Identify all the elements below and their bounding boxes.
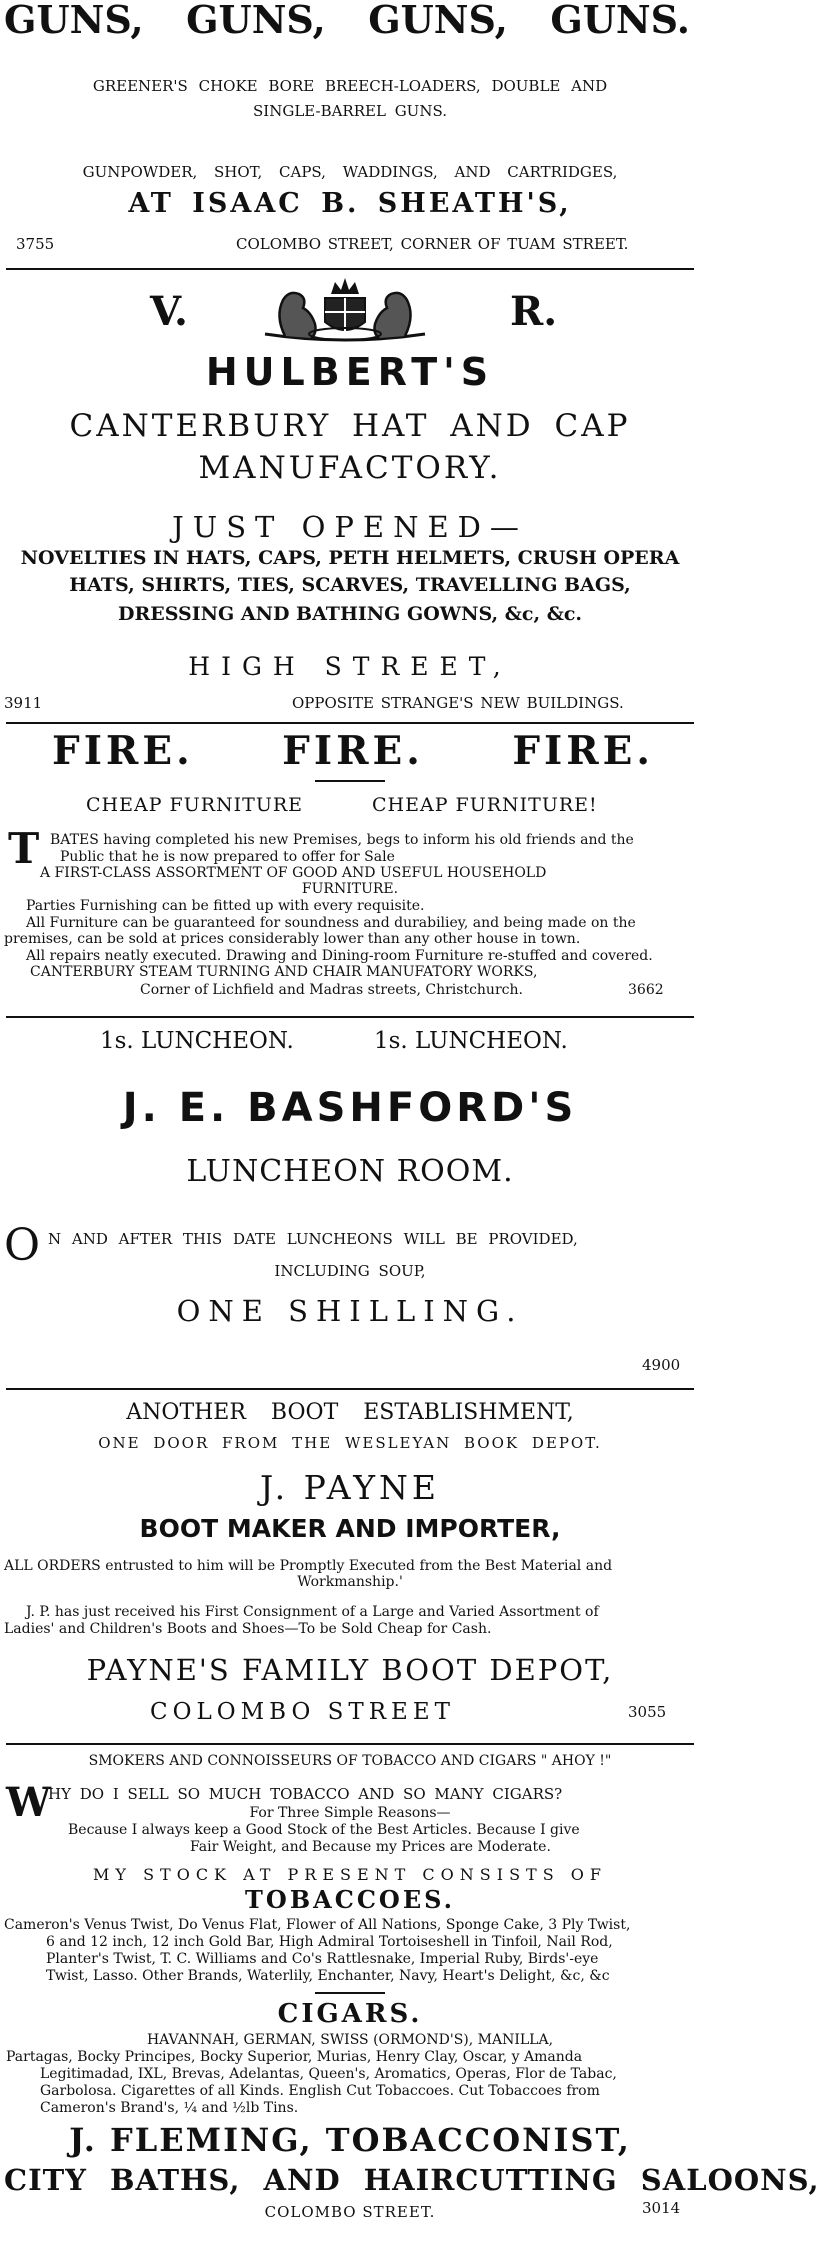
fire-word: FIRE. — [282, 728, 424, 774]
hat-items-3: DRESSING AND BATHING GOWNS, &c, &c. — [117, 603, 583, 625]
luncheon-price-2: 1s. LUNCHEON. — [374, 1028, 568, 1054]
cigar-list: Legitimadad, IXL, Brevas, Adelantas, Queen's, Aromatics, Operas, Flor de Tabac, — [40, 2066, 617, 2082]
hulbert-name: HULBERT'S — [205, 350, 495, 394]
stock-heading: MY STOCK AT PRESENT CONSISTS OF — [93, 1865, 607, 1884]
boot-street: COLOMBO STREET — [150, 1699, 455, 1725]
fleming-baths: CITY BATHS, AND HAIRCUTTING SALOONS, — [4, 2163, 820, 2197]
ad-number: 3662 — [628, 982, 664, 998]
ad-number: 3911 — [4, 694, 43, 712]
boot-body: J. P. has just received his First Consignment of a Large and Varied Assortment of — [26, 1604, 599, 1620]
high-street: HIGH STREET, — [188, 652, 512, 681]
sheath-name: AT ISAAC B. SHEATH'S, — [128, 188, 572, 219]
boot-line-1: ANOTHER BOOT ESTABLISHMENT, — [126, 1400, 574, 1425]
boot-advertisement — [0, 1390, 700, 1743]
short-rule — [315, 1992, 385, 1994]
drop-cap: W — [6, 1779, 51, 1826]
guns-headline — [4, 0, 690, 40]
ad-number: 3055 — [628, 1703, 667, 1721]
tobacco-advertisement — [0, 1745, 820, 2231]
furniture-advertisement — [0, 724, 700, 1016]
one-shilling: ONE SHILLING. — [176, 1294, 524, 1328]
boot-body: ALL ORDERS entrusted to him will be Promptly Executed from the Best Material and — [4, 1558, 613, 1574]
guns-address: COLOMBO STREET, CORNER OF TUAM STREET. — [236, 235, 629, 253]
luncheon-price-1: 1s. LUNCHEON. — [100, 1028, 294, 1054]
hat-advertisement — [0, 270, 700, 722]
furniture-body: Parties Furnishing can be fitted up with every requisite. — [26, 898, 425, 914]
tobacco-list: 6 and 12 inch, 12 inch Gold Bar, High Admiral Tortoiseshell in Tinfoil, Nail Rod, — [46, 1934, 613, 1950]
cigar-list: Garbolosa. Cigarettes of all Kinds. English Cut Tobaccoes. Cut Tobaccoes from — [40, 2083, 600, 2099]
ad-number: 3014 — [642, 2199, 681, 2217]
guns-word: GUNS. — [550, 0, 690, 42]
tobacco-list: Twist, Lasso. Other Brands, Waterlily, Enchanter, Navy, Heart's Delight, &c, &c — [46, 1968, 610, 1984]
boot-depot: PAYNE'S FAMILY BOOT DEPOT, — [86, 1653, 614, 1687]
fire-word: FIRE. — [52, 728, 194, 774]
ad-number: 3755 — [16, 235, 55, 253]
luncheon-body-1: N AND AFTER THIS DATE LUNCHEONS WILL BE PROVIDED, — [48, 1230, 578, 1248]
hat-items-1: NOVELTIES IN HATS, CAPS, PETH HELMETS, CRUSH OPERA — [20, 547, 680, 569]
boot-trade: BOOT MAKER AND IMPORTER, — [139, 1514, 561, 1543]
just-opened: JUST OPENED— — [172, 510, 528, 544]
hat-title-1: CANTERBURY HAT AND CAP — [69, 408, 631, 444]
cheap-furniture-1: CHEAP FURNITURE — [86, 794, 304, 816]
short-rule — [315, 780, 385, 782]
royal-v: V. — [150, 288, 188, 335]
furniture-body: Public that he is now prepared to offer for Sale — [60, 849, 395, 865]
tobacco-question: HY DO I SELL SO MUCH TOBACCO AND SO MANY CIGARS? — [48, 1785, 563, 1803]
cigar-list: HAVANNAH, GERMAN, SWISS (ORMOND'S), MANILLA, — [146, 2032, 554, 2048]
guns-line-1: GREENER'S CHOKE BORE BREECH-LOADERS, DOUBLE AND — [92, 77, 608, 95]
luncheon-body-2: INCLUDING SOUP, — [274, 1262, 426, 1280]
furniture-body: FURNITURE. — [301, 881, 399, 897]
tobacco-reasons: Because I always keep a Good Stock of the Best Articles. Because I give — [68, 1822, 580, 1838]
guns-line-2: SINGLE-BARREL GUNS. — [253, 102, 447, 120]
hat-items-2: HATS, SHIRTS, TIES, SCARVES, TRAVELLING BAGS, — [69, 574, 631, 596]
drop-cap: T — [8, 824, 40, 873]
ad-number: 4900 — [642, 1356, 681, 1374]
fleming-street: COLOMBO STREET. — [264, 2203, 436, 2221]
boot-body: Ladies' and Children's Boots and Shoes—To be Sold Cheap for Cash. — [4, 1621, 492, 1637]
luncheon-advertisement — [0, 1018, 700, 1388]
tobacco-list: Planter's Twist, T. C. Williams and Co's Rattlesnake, Imperial Ruby, Birds'-eye — [46, 1951, 599, 1967]
tobacco-head: SMOKERS AND CONNOISSEURS OF TOBACCO AND CIGARS " AHOY !" — [88, 1753, 612, 1769]
guns-word: GUNS, — [186, 0, 326, 42]
fire-headline — [52, 728, 654, 774]
bashford-name: J. E. BASHFORD'S — [122, 1085, 578, 1131]
boot-body: Workmanship.' — [297, 1574, 403, 1590]
boot-line-2: ONE DOOR FROM THE WESLEYAN BOOK DEPOT. — [98, 1434, 602, 1452]
furniture-body: premises, can be sold at prices considerably lower than any other house in town. — [4, 931, 581, 947]
cigars-heading: CIGARS. — [277, 1999, 423, 2029]
tobacco-list: Cameron's Venus Twist, Do Venus Flat, Flower of All Nations, Sponge Cake, 3 Ply Twist, — [4, 1917, 631, 1933]
tobacco-reasons: For Three Simple Reasons— — [249, 1805, 451, 1821]
fire-word: FIRE. — [512, 728, 654, 774]
royal-r: R. — [510, 288, 558, 335]
furniture-body: All Furniture can be guaranteed for soundness and durabiliey, and being made on the — [26, 915, 636, 931]
furniture-body: All repairs neatly executed. Drawing and Dining-room Furniture re-stuffed and covered. — [26, 948, 653, 964]
royal-coat-of-arms-icon — [255, 276, 435, 346]
gun-advertisement — [0, 0, 700, 268]
guns-line-3: GUNPOWDER, SHOT, CAPS, WADDINGS, AND CARTRIDGES, — [82, 163, 618, 181]
payne-name: J. PAYNE — [259, 1468, 441, 1507]
hat-title-2: MANUFACTORY. — [198, 450, 502, 486]
luncheon-room: LUNCHEON ROOM. — [186, 1154, 514, 1189]
fleming-name: J. FLEMING, TOBACCONIST, — [69, 2121, 631, 2159]
guns-word: GUNS, — [4, 0, 144, 42]
guns-word: GUNS, — [368, 0, 508, 42]
furniture-body: A FIRST-CLASS ASSORTMENT OF GOOD AND USEFUL HOUSEHOLD — [40, 865, 547, 881]
hat-address: OPPOSITE STRANGE'S NEW BUILDINGS. — [292, 694, 624, 712]
furniture-address: Corner of Lichfield and Madras streets, Christchurch. — [140, 982, 523, 998]
cigar-list: Partagas, Bocky Principes, Bocky Superior, Murias, Henry Clay, Oscar, y Amanda — [6, 2049, 583, 2065]
tobacco-reasons: Fair Weight, and Because my Prices are Moderate. — [190, 1839, 551, 1855]
cigar-list: Cameron's Brand's, ¼ and ½lb Tins. — [40, 2100, 299, 2116]
furniture-body: BATES having completed his new Premises, begs to inform his old friends and the — [50, 832, 634, 848]
furniture-body: CANTERBURY STEAM TURNING AND CHAIR MANUFATORY WORKS, — [30, 964, 538, 980]
tobaccoes-heading: TOBACCOES. — [245, 1885, 455, 1914]
drop-cap: O — [4, 1220, 41, 1271]
cheap-furniture-2: CHEAP FURNITURE! — [372, 794, 598, 816]
